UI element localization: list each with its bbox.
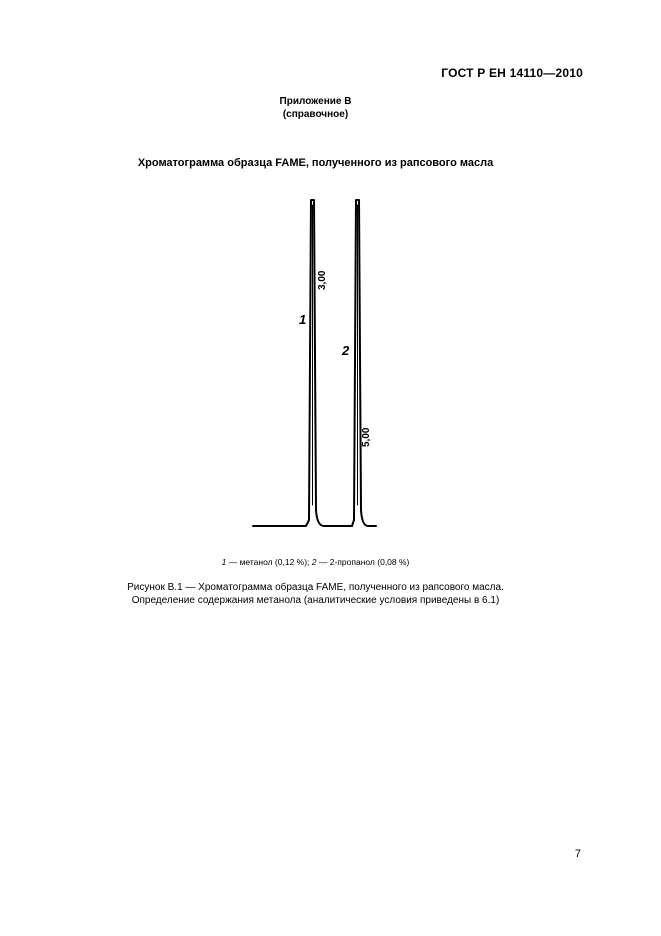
- annex-title: Приложение В: [279, 96, 352, 107]
- figure-heading: Хроматограмма образца FAME, полученного из рапсового масла: [137, 157, 494, 169]
- peak-2-label: 2: [342, 343, 350, 358]
- chromatogram-trace: [253, 200, 376, 526]
- peak-1-retention-time: 3,00: [317, 270, 328, 290]
- figure-caption-line-2: Определение содержания метанола (аналитические условия приведены в 6.1): [131, 595, 500, 606]
- peak-1-trace: [253, 200, 352, 526]
- peak-1-label: 1: [299, 312, 307, 327]
- page-number: 7: [574, 848, 581, 860]
- legend-item-1-number: 1: [221, 557, 227, 567]
- legend-item-2-text: — 2-пропанол (0,08 %): [316, 557, 410, 567]
- figure-legend: [0, 557, 631, 567]
- figure-caption-line-1: Рисунок В.1 — Хроматограмма образца FAME, полученного из рапсового масла.: [127, 582, 504, 593]
- standard-code: ГОСТ Р ЕН 14110—2010: [441, 66, 583, 80]
- legend-item-2-number: 2: [311, 557, 317, 567]
- peak-2-trace: [352, 200, 376, 526]
- annex-subtitle: (справочное): [282, 109, 349, 120]
- legend-item-1-text: — метанол (0,12 %);: [226, 557, 312, 567]
- peak-2-retention-time: 5,00: [361, 427, 372, 447]
